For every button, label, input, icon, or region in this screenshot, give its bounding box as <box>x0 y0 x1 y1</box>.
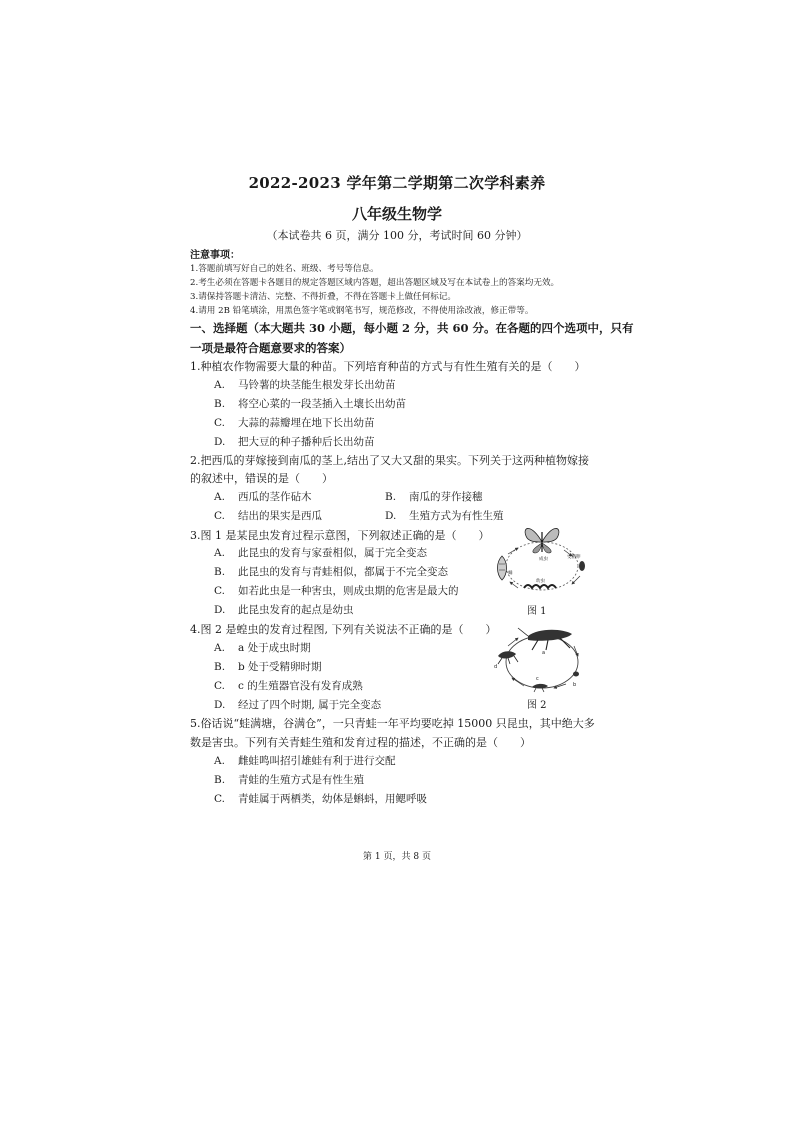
fig1-label-larva: 幼虫 <box>536 579 545 584</box>
q2-option-b: B. 南瓜的芽作接穗 <box>385 491 483 503</box>
caterpillar-icon <box>524 585 556 588</box>
q3-option-d: D. 此昆虫发育的起点是幼虫 <box>214 604 354 616</box>
q3-option-b: B. 此昆虫的发育与青蛙相似，都属于不完全变态 <box>214 566 448 578</box>
q5-option-a: A. 雌蛙鸣叫招引雄蛙有利于进行交配 <box>214 755 396 767</box>
q1-option-d: D. 把大豆的种子播种后长出幼苗 <box>214 436 375 448</box>
q4-option-c: C. c 的生殖器官没有发育成熟 <box>214 680 363 692</box>
exam-subtitle: （本试卷共 6 页，满分 100 分，考试时间 60 分钟） <box>266 229 528 242</box>
page-footer: 第 1 页，共 8 页 <box>363 852 431 862</box>
butterfly-icon <box>525 528 559 553</box>
question-5-stem-cont: 数是害虫。下列有关青蛙生殖和发育过程的描述，不正确的是（ ） <box>190 736 531 749</box>
q4-option-d: D. 经过了四个时期, 属于完全变态 <box>214 699 382 711</box>
q2-option-a: A. 西瓜的茎作砧木 <box>214 491 312 503</box>
note-item: 3.请保持答题卡清洁、完整、不得折叠，不得在答题卡上做任何标记。 <box>190 292 457 302</box>
notes-heading: 注意事项： <box>190 250 240 261</box>
q2-option-c: C. 结出的果实是西瓜 <box>214 510 322 522</box>
q2-option-d: D. 生殖方式为有性生殖 <box>385 510 504 522</box>
fig2-label-c: c <box>536 676 539 682</box>
figure-1-caption: 图 1 <box>527 606 547 617</box>
question-2-stem-cont: 的叙述中，错误的是（ ） <box>190 472 333 485</box>
q1-option-b: B. 将空心菜的一段茎插入土壤长出幼苗 <box>214 398 406 410</box>
note-item: 1.答题前填写好自己的姓名、班级、考号等信息。 <box>190 264 379 274</box>
figure-2-caption: 图 2 <box>527 700 547 711</box>
figure-1-diagram <box>488 522 596 600</box>
question-2-stem: 2.把西瓜的芽嫁接到南瓜的茎上,结出了又大又甜的果实。下列关于这两种植物嫁接 <box>190 454 589 467</box>
question-5-stem: 5.俗话说“蛙满塘，谷满仓”，一只青蛙一年平均要吃掉 15000 只昆虫，其中绝大多 <box>190 717 595 730</box>
fig2-label-b: b <box>573 682 577 688</box>
exam-title: 2022-2023 学年第二学期第二次学科素养 <box>248 174 546 192</box>
section-heading: 一、选择题（本大题共 30 小题，每小题 2 分，共 60 分。在各题的四个选项中，只有 <box>190 321 634 335</box>
fig1-label-egg: 受精卵 <box>567 555 581 560</box>
egg-icon <box>579 561 585 571</box>
fig2-label-a: a <box>542 650 546 656</box>
note-item: 2.考生必须在答题卡各题目的规定答题区域内答题，超出答题区域及写在本试卷上的答案均无效。 <box>190 278 560 288</box>
question-4-stem: 4.图 2 是蝗虫的发育过程图, 下列有关说法不正确的是（ ） <box>190 623 497 636</box>
fig1-label-adult: 成虫 <box>539 557 548 562</box>
q4-option-a: A. a 处于成虫时期 <box>214 642 311 654</box>
q4-option-b: B. b 处于受精卵时期 <box>214 661 322 673</box>
question-3-stem: 3.图 1 是某昆虫发育过程示意图，下列叙述正确的是（ ） <box>190 529 490 542</box>
q1-option-a: A. 马铃薯的块茎能生根发芽长出幼苗 <box>214 379 396 391</box>
subject-title: 八年级生物学 <box>351 205 442 223</box>
q5-option-c: C. 青蛙属于两栖类，幼体是蝌蚪，用鳃呼吸 <box>214 793 427 805</box>
fig2-label-d: d <box>494 664 498 670</box>
q3-option-a: A. 此昆虫的发育与家蚕相似，属于完全变态 <box>214 547 427 559</box>
note-item: 4.请用 2B 铅笔填涂，用黑色签字笔或钢笔书写，规范修改，不得使用涂改液，修正带等。 <box>190 306 534 316</box>
egg-icon <box>573 672 579 677</box>
pupa-icon <box>498 556 507 580</box>
figure-2-diagram <box>488 616 598 696</box>
q5-option-b: B. 青蛙的生殖方式是有性生殖 <box>214 774 364 786</box>
section-heading-cont: 一项是最符合题意要求的答案） <box>190 341 351 355</box>
nymph-large-icon <box>498 651 518 664</box>
fig1-label-pupa: 蛹 <box>508 571 513 576</box>
question-1-stem: 1.种植农作物需要大量的种苗。下列培育种苗的方式与有性生殖有关的是（ ） <box>190 360 586 373</box>
q1-option-c: C. 大蒜的蒜瓣埋在地下长出幼苗 <box>214 417 375 429</box>
q3-option-c: C. 如若此虫是一种害虫，则成虫期的危害是最大的 <box>214 585 459 597</box>
